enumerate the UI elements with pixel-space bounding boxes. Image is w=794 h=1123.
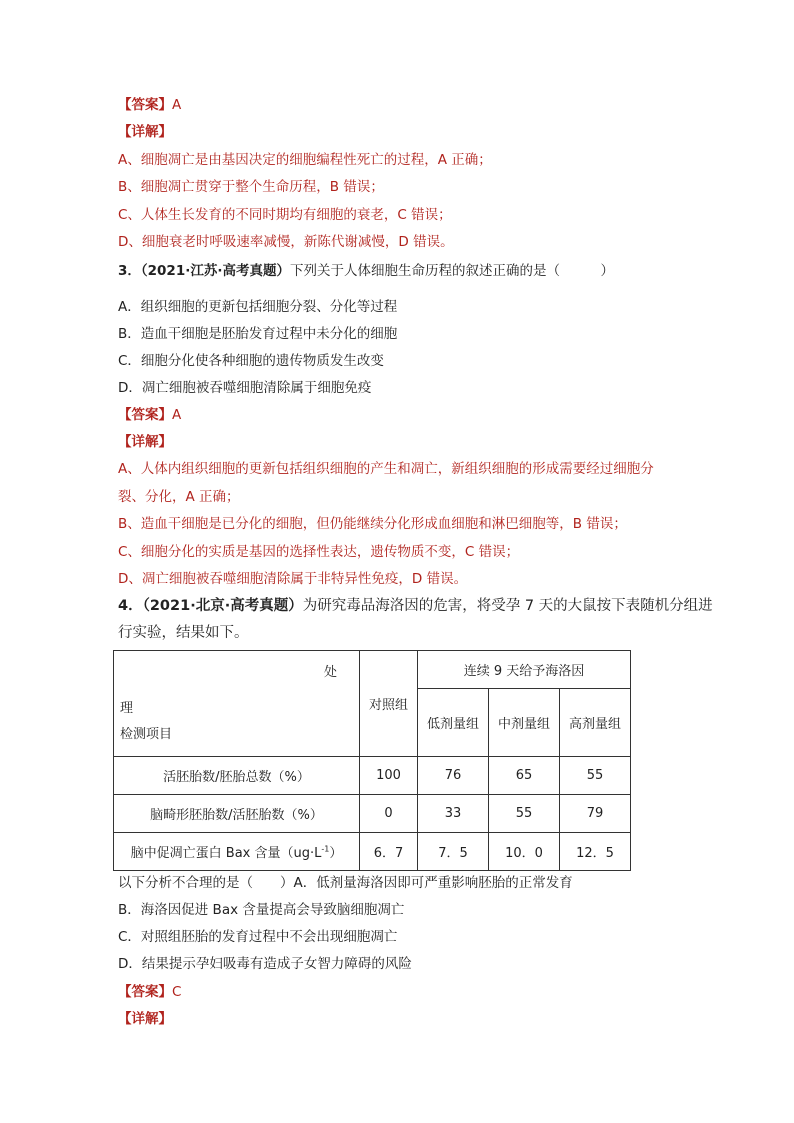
- q3-option-a: A．组织细胞的更新包括细胞分裂、分化等过程: [118, 299, 398, 315]
- q2-answer: [118, 96, 181, 114]
- table-cell: 79: [560, 795, 631, 833]
- q3-question: 下列关于人体细胞生命历程的叙述正确的是（ ）: [289, 263, 614, 279]
- answer-value: A: [172, 407, 182, 423]
- high-dose-header: 高剂量组: [560, 689, 631, 757]
- diag-bottom-label: 检测项目: [120, 727, 173, 742]
- answer-value: C: [172, 984, 182, 1000]
- table-cell: 76: [418, 757, 489, 795]
- table-cell: 0: [360, 795, 418, 833]
- table-cell: 55: [489, 795, 560, 833]
- answer-value: A: [172, 97, 182, 113]
- detail-label: 【详解】: [118, 434, 172, 450]
- diag-header-cell: [114, 651, 360, 757]
- row-label: 脑畸形胚胎数/活胚胎数（%）: [114, 795, 360, 833]
- table-cell: 55: [560, 757, 631, 795]
- answer-label: 【答案】: [118, 407, 172, 423]
- q3-source: 3．（2021·江苏·高考真题）: [118, 263, 290, 279]
- experiment-table: [113, 650, 631, 871]
- q3-detail-d: D、凋亡细胞被吞噬细胞清除属于非特异性免疫，D 错误。: [118, 571, 468, 587]
- q3-stem: [118, 262, 614, 280]
- q3-detail-c: C、细胞分化的实质是基因的选择性表达，遗传物质不变，C 错误；: [118, 544, 520, 560]
- detail-label: 【详解】: [118, 124, 172, 140]
- answer-label: 【答案】: [118, 97, 172, 113]
- q2-detail-d: D、细胞衰老时呼吸速率减慢，新陈代谢减慢，D 错误。: [118, 234, 454, 250]
- table-cell: 65: [489, 757, 560, 795]
- q4-source: 4．（2021·北京·高考真题）: [118, 598, 303, 614]
- treatment-header: 连续 9 天给予海洛因: [418, 651, 631, 689]
- q4-question: 为研究毒品海洛因的危害，将受孕 7 天的大鼠按下表随机分组进: [302, 598, 713, 614]
- table-row: [114, 833, 631, 871]
- row-label: 活胚胎数/胚胎总数（%）: [114, 757, 360, 795]
- q3-detail-a1: A、人体内组织细胞的更新包括组织细胞的产生和凋亡，新组织细胞的形成需要经过细胞分: [118, 461, 654, 477]
- q4-stem: [118, 597, 713, 615]
- q3-detail-a2: 裂、分化，A 正确；: [118, 489, 240, 505]
- q4-option-d: D．结果提示孕妇吸毒有造成子女智力障碍的风险: [118, 956, 412, 972]
- table-cell: 12．5: [560, 833, 631, 871]
- row-label: 脑中促凋亡蛋白 Bax 含量$(ug\cdot L^{-1})$: [114, 833, 360, 871]
- q2-detail-c: C、人体生长发育的不同时期均有细胞的衰老，C 错误；: [118, 207, 452, 223]
- q3-option-b: B．造血干细胞是胚胎发育过程中未分化的细胞: [118, 326, 398, 342]
- q2-detail-b: B、细胞凋亡贯穿于整个生命历程，B 错误；: [118, 179, 384, 195]
- q3-option-d: D．凋亡细胞被吞噬细胞清除属于细胞免疫: [118, 380, 372, 396]
- q3-answer: [118, 406, 181, 424]
- table-cell: 33: [418, 795, 489, 833]
- q4-question-after-table: 以下分析不合理的是（ ）A．低剂量海洛因即可严重影响胚胎的正常发育: [118, 875, 573, 891]
- table-row: [114, 757, 631, 795]
- mid-dose-header: 中剂量组: [489, 689, 560, 757]
- low-dose-header: 低剂量组: [418, 689, 489, 757]
- q4-stem-cont: 行实验，结果如下。: [118, 625, 249, 641]
- diag-top-label: 处: [323, 665, 337, 680]
- table-cell: 100: [360, 757, 418, 795]
- q4-option-c: C．对照组胚胎的发育过程中不会出现细胞凋亡: [118, 929, 398, 945]
- q3-option-c: C．细胞分化使各种细胞的遗传物质发生改变: [118, 353, 384, 369]
- table-cell: 7．5: [418, 833, 489, 871]
- table-cell: 10．0: [489, 833, 560, 871]
- control-header: 对照组: [360, 651, 418, 757]
- table-row: [114, 795, 631, 833]
- q4-option-b: B．海洛因促进 Bax 含量提高会导致脑细胞凋亡: [118, 902, 405, 918]
- q3-detail-b: B、造血干细胞是已分化的细胞，但仍能继续分化形成血细胞和淋巴细胞等，B 错误；: [118, 516, 627, 532]
- q2-detail-a: A、细胞凋亡是由基因决定的细胞编程性死亡的过程，A 正确；: [118, 152, 492, 168]
- diag-mid-label: 理: [120, 701, 134, 716]
- answer-label: 【答案】: [118, 984, 172, 1000]
- detail-label: 【详解】: [118, 1011, 172, 1027]
- q4-answer: [118, 983, 181, 1001]
- table-cell: 6．7: [360, 833, 418, 871]
